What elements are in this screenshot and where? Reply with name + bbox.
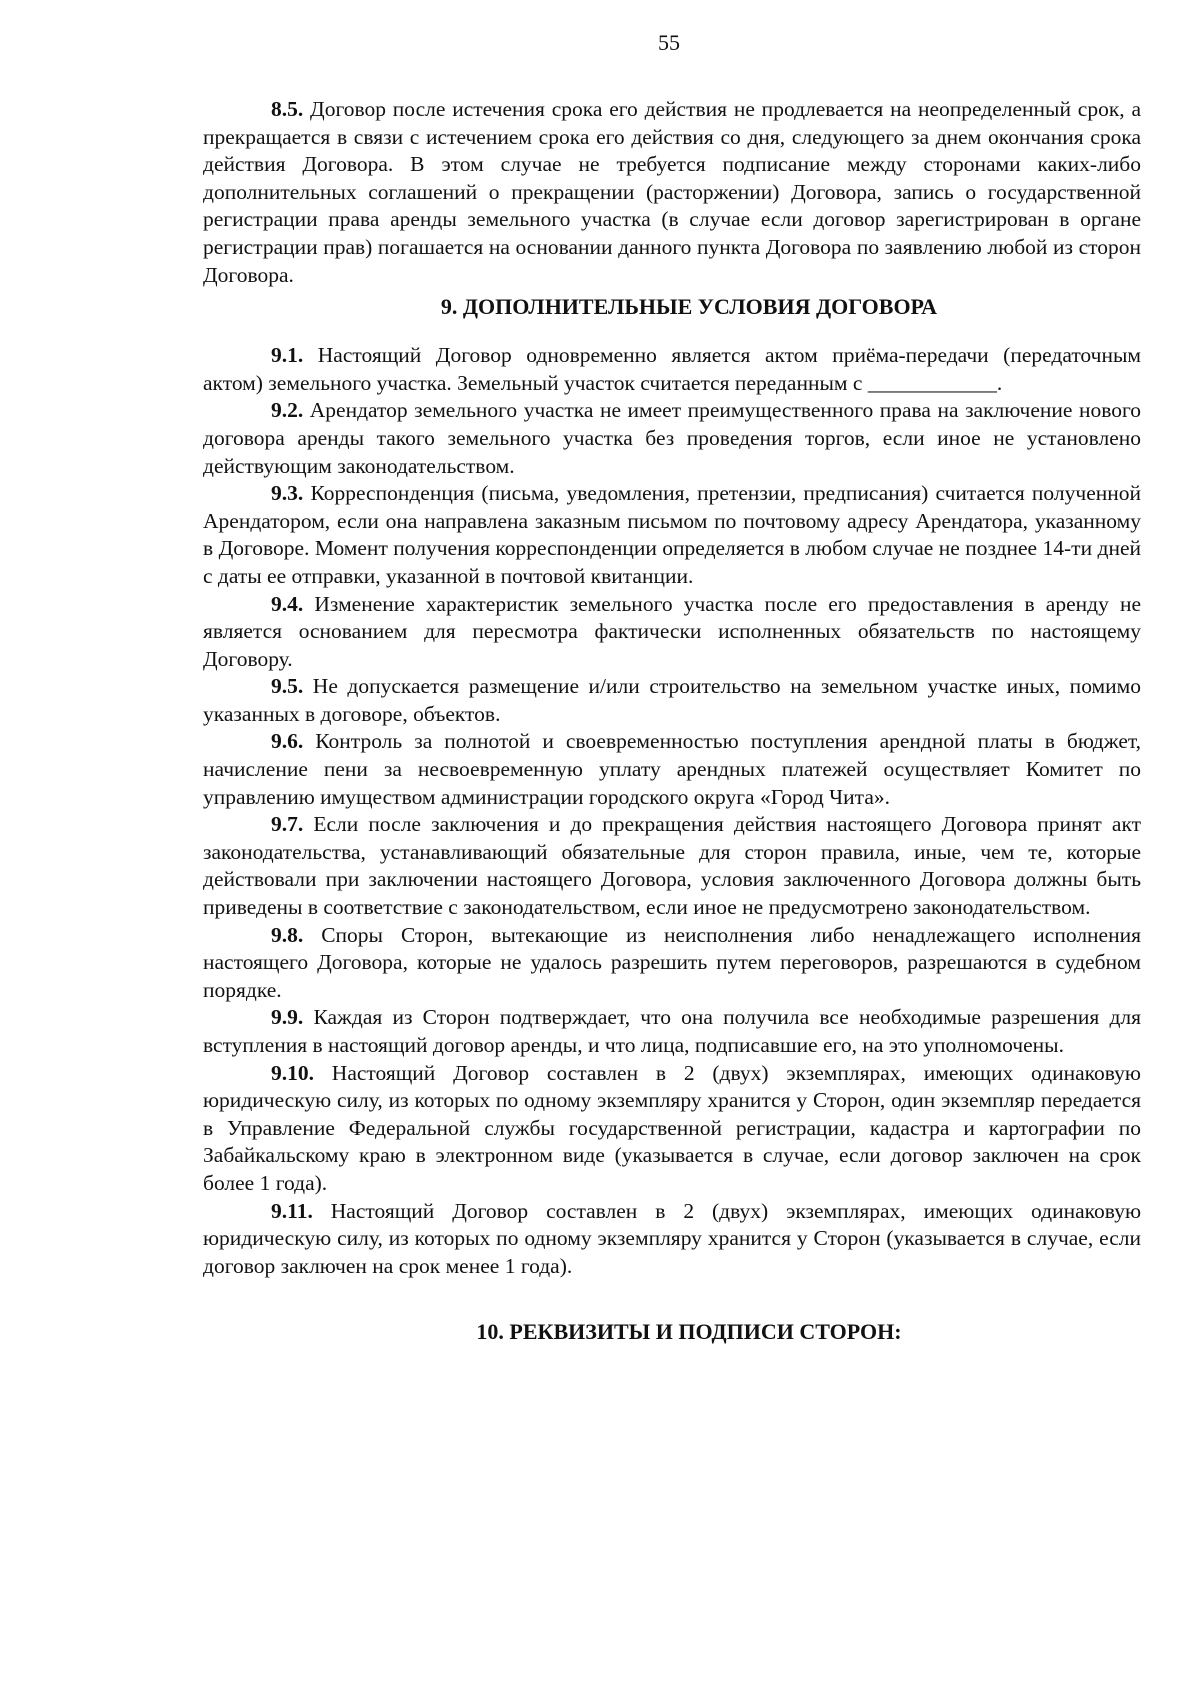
- clause-text: Контроль за полнотой и своевременностью поступления арендной платы в бюджет, начисление пени за несвоевременную уплату арендных платежей осуществляет Комитет по управлению имуществом администрации городского округа «Город Чита».: [203, 729, 1142, 809]
- clause-number: 9.2.: [271, 398, 304, 423]
- clause-9-11: [203, 1198, 1141, 1281]
- clause-9-10: [203, 1060, 1141, 1198]
- document-body: [203, 96, 1141, 1346]
- clause-number: 9.8.: [271, 922, 304, 947]
- clause-9-2: [203, 397, 1141, 480]
- clause-text: Споры Сторон, вытекающие из неисполнения либо ненадлежащего исполнения настоящего Договора, которые не удалось разрешить путем переговоров, разрешаются в судебном порядке.: [203, 922, 1141, 1002]
- clause-number: 9.6.: [271, 729, 304, 754]
- clause-9-9: [203, 1004, 1141, 1059]
- clause-9-8: [203, 922, 1141, 1005]
- clause-9-5: [203, 673, 1141, 728]
- clause-9-7: [203, 811, 1141, 921]
- clause-text: Корреспонденция (письма, уведомления, претензии, предписания) считается полученной Арендатором, если она направлена заказным письмом по почтовому адресу Арендатора, указанному в Договоре. Момент получения корреспонденции определяется в любом случае не позднее 14-ти дней с даты ее отправки, указанной в почтовой квитанции.: [203, 481, 1141, 588]
- clause-text: Договор после истечения срока его действия не продлевается на неопределенный срок, а прекращается в связи с истечением срока его действия со дня, следующего за днем окончания срока действия Договора. В этом случае не требуется подписание между сторонами каких-либо дополнительных соглашений о прекращении (расторжении) Договора, запись о государственной регистрации права аренды земельного участка (в случае если договор зарегистрирован в органе регистрации прав) погашается на основании данного пункта Договора по заявлению любой из сторон Договора.: [203, 97, 1141, 287]
- clause-text: Настоящий Договор одновременно является актом приёма-передачи (передаточным актом) земельного участка. Земельный участок считается переданным с ____________.: [203, 343, 1141, 395]
- section-10-heading: 10. РЕКВИЗИТЫ И ПОДПИСИ СТОРОН:: [476, 1319, 902, 1345]
- clause-number: 9.11.: [271, 1198, 313, 1223]
- clause-9-4: [203, 591, 1141, 674]
- clause-number: 9.5.: [271, 674, 304, 699]
- clause-text: Изменение характеристик земельного участка после его предоставления в аренду не является основанием для пересмотра фактически исполненных обязательств по настоящему Договору.: [203, 591, 1141, 671]
- clause-9-6: [203, 728, 1141, 811]
- clause-number: 9.10.: [271, 1060, 314, 1085]
- clause-number: 8.5.: [271, 97, 304, 121]
- clause-text: Арендатор земельного участка не имеет преимущественного права на заключение нового договора аренды такого земельного участка без проведения торгов, если иное не установлено действующим законодательством.: [203, 398, 1141, 478]
- clause-number: 9.4.: [271, 591, 304, 616]
- section-9-heading: 9. ДОПОЛНИТЕЛЬНЫЕ УСЛОВИЯ ДОГОВОРА: [440, 294, 938, 320]
- clause-8-5: [203, 96, 1141, 289]
- clause-9-1: [203, 342, 1141, 397]
- clause-text: Настоящий Договор составлен в 2 (двух) экземплярах, имеющих одинаковую юридическую силу, из которых по одному экземпляру хранится у Сторон (указывается в случае, если договор заключен на срок менее 1 года).: [203, 1198, 1142, 1278]
- clause-text: Не допускается размещение и/или строительство на земельном участке иных, помимо указанных в договоре, объектов.: [203, 674, 1142, 726]
- clause-text: Настоящий Договор составлен в 2 (двух) экземплярах, имеющих одинаковую юридическую силу, из которых по одному экземпляру хранится у Сторон, один экземпляр передается в Управление Федеральной службы государственной регистрации, кадастра и картографии по Забайкальскому краю в электронном виде (указывается в случае, если договор заключен на срок более 1 года).: [203, 1060, 1141, 1195]
- clause-number: 9.9.: [271, 1005, 304, 1030]
- clause-number: 9.3.: [271, 481, 304, 506]
- clause-number: 9.7.: [271, 812, 304, 837]
- clause-number: 9.1.: [271, 343, 304, 368]
- clause-text: Каждая из Сторон подтверждает, что она получила все необходимые разрешения для вступления в настоящий договор аренды, и что лица, подписавшие его, на это уполномочены.: [203, 1005, 1141, 1057]
- clause-text: Если после заключения и до прекращения действия настоящего Договора принят акт законодательства, устанавливающий обязательные для сторон правила, иные, чем те, которые действовали при заключении настоящего Договора, условия заключенного Договора должны быть приведены в соответствие с законодательством, если иное не предусмотрено законодательством.: [203, 812, 1141, 920]
- clause-9-3: [203, 480, 1141, 590]
- page-number: 55: [658, 30, 680, 55]
